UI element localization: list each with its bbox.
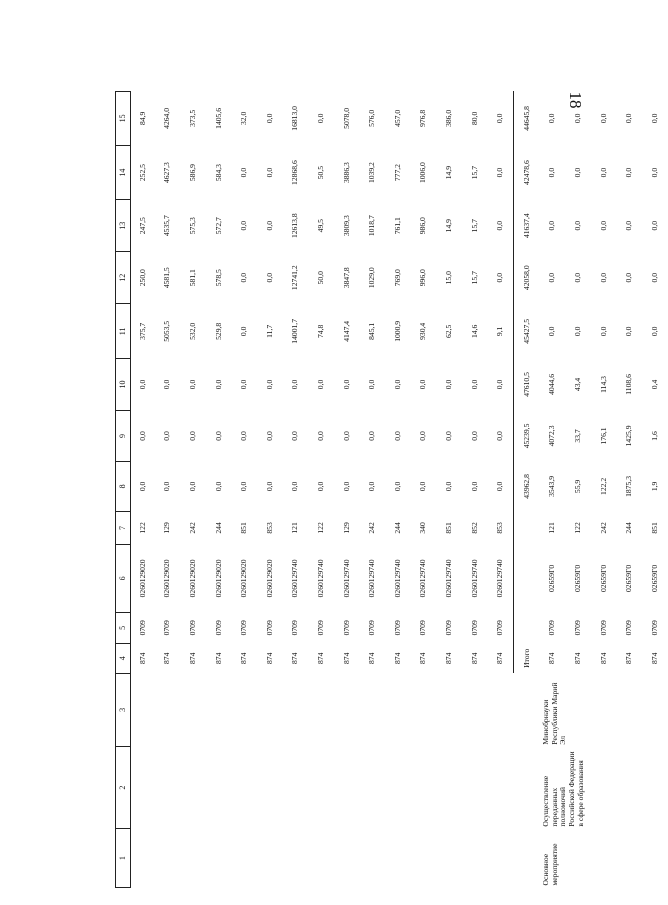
cell-c10: 4044,6	[547, 373, 557, 395]
cell-c13: 0,0	[495, 220, 505, 231]
cell-c8: 0,0	[264, 481, 274, 492]
cell-c15: 4264,0	[162, 107, 172, 129]
cell-c8: 1875,3	[624, 475, 634, 497]
cell-c9: 176,1	[598, 427, 608, 445]
cell-c10: 0,0	[290, 379, 300, 390]
cell-c11: 375,7	[137, 322, 147, 340]
cell-c6: 0260129740	[418, 559, 428, 598]
cell-c7: 851	[649, 522, 659, 534]
header-col-11: 11	[116, 304, 131, 359]
cell-c11: 5053,5	[162, 320, 172, 342]
cell-c13: 0,0	[264, 220, 274, 231]
cell-c14: 3886,3	[341, 162, 351, 184]
cell-c15: 373,5	[188, 109, 198, 127]
cell-c10: 0,4	[649, 379, 659, 390]
cell-c13: 247,5	[137, 217, 147, 235]
cell-c13: 0,0	[624, 220, 634, 231]
cell-c14: 0,0	[239, 167, 249, 178]
cell-c15: 457,0	[392, 109, 402, 127]
cell-c11: 45427,5	[514, 304, 540, 359]
cell-c14: 14,9	[443, 165, 453, 180]
cell-c12: 3847,8	[341, 267, 351, 289]
cell-c5: 0709	[213, 620, 223, 636]
cell-c6: 0260129740	[316, 559, 325, 598]
cell-c10: 43,4	[572, 377, 582, 392]
cell-c9: 1425,9	[624, 425, 634, 447]
cell-c11: 0,0	[598, 326, 608, 337]
cell-c6: 0260129740	[341, 559, 351, 598]
cell-c8: 0,0	[290, 481, 300, 492]
cell-c4: 874	[316, 652, 325, 664]
cell-c7: 122	[572, 522, 582, 534]
cell-c4: 874	[290, 652, 300, 664]
cell-c5: 0709	[188, 620, 198, 636]
cell-c6	[514, 545, 540, 612]
cell-c4: 874	[598, 652, 608, 664]
header-col-4: 4	[116, 644, 131, 673]
header-col-7: 7	[116, 511, 131, 545]
cell-c12: 996,0	[418, 269, 428, 287]
cell-c8: 0,0	[443, 481, 453, 492]
cell-c14: 0,0	[624, 167, 634, 178]
cell-c5: 0709	[495, 620, 505, 636]
cell-c7: 851	[239, 522, 249, 534]
cell-c9: 0,0	[469, 431, 479, 441]
table-body	[131, 92, 668, 888]
cell-c12: 769,0	[392, 269, 402, 287]
cell-c8: 0,0	[316, 481, 325, 492]
cell-c14: 0,0	[264, 167, 274, 178]
cell-c9: 33,7	[572, 429, 582, 443]
cell-c5: 0709	[264, 620, 274, 636]
cell-c8: 0,0	[495, 481, 505, 492]
cell-c13: 3809,3	[341, 215, 351, 237]
cell-c11: 532,0	[188, 322, 198, 340]
cell-c7: 129	[341, 522, 351, 534]
cell-c5: 0709	[316, 620, 325, 636]
cell-c8: 0,0	[239, 481, 249, 492]
cell-c6: 02659Г0	[624, 564, 634, 592]
cell-c10: 0,0	[392, 379, 402, 390]
cell-c15: 44645,8	[514, 92, 540, 146]
section-row	[540, 92, 566, 888]
cell-c11: 0,0	[547, 326, 557, 337]
cell-c11: 0,0	[649, 326, 659, 337]
cell-c11: 9,1	[495, 326, 505, 337]
cell-c12: 0,0	[264, 272, 274, 283]
cell-c15: 0,0	[316, 113, 325, 124]
cell-c14: 4627,3	[162, 162, 172, 184]
cell-c7: 853	[495, 522, 505, 534]
cell-c7: 244	[392, 522, 402, 534]
header-col-12: 12	[116, 251, 131, 304]
cell-c8: 43962,8	[514, 462, 540, 511]
cell-c9: 0,0	[316, 431, 325, 441]
cell-c10: 0,0	[341, 379, 351, 390]
cell-c14: 777,2	[392, 164, 402, 182]
cell-c15: 0,0	[572, 113, 582, 124]
cell-c8: 0,0	[213, 481, 223, 492]
cell-c4: 874	[213, 652, 223, 664]
cell-c5: 0709	[392, 620, 402, 636]
cell-c13: 1018,7	[367, 215, 377, 237]
cell-c15: 0,0	[624, 113, 634, 124]
cell-c10: 0,0	[443, 379, 453, 390]
cell-c7: 122	[316, 522, 325, 534]
cell-c12: 250,0	[137, 269, 147, 287]
cell-c15: 84,9	[137, 111, 147, 126]
cell-c6: 0260129020	[162, 559, 172, 598]
cell-c7: 851	[443, 522, 453, 534]
cell-c5: 0709	[443, 620, 453, 636]
cell-c6: 0260129020	[239, 559, 249, 598]
cell-c14: 42478,6	[514, 145, 540, 200]
cell-c14: 1006,0	[418, 162, 428, 184]
header-col-15: 15	[116, 92, 131, 146]
header-col-1: 1	[116, 829, 131, 888]
cell-c6: 0260129020	[264, 559, 274, 598]
cell-c15: 386,0	[443, 109, 453, 127]
cell-c8: 0,0	[418, 481, 428, 492]
header-col-5: 5	[116, 612, 131, 644]
cell-c11: 0,0	[239, 326, 249, 337]
cell-c8: 1,9	[649, 481, 659, 492]
cell-c8: 0,0	[137, 481, 147, 492]
cell-c5: 0709	[290, 620, 300, 636]
cell-c12: 0,0	[572, 272, 582, 283]
cell-c12: 15,0	[443, 271, 453, 285]
cell-c7: 244	[213, 522, 223, 534]
cell-c8: 0,0	[392, 481, 402, 492]
cell-c8: 55,9	[572, 479, 582, 494]
header-row	[116, 92, 131, 888]
cell-c12: 15,7	[469, 271, 479, 285]
cell-c9: 0,0	[392, 431, 402, 441]
cell-c11: 1000,9	[392, 320, 402, 342]
cell-c13: 12613,8	[290, 213, 300, 239]
cell-c8: 0,0	[367, 481, 377, 492]
cell-c10: 0,0	[418, 379, 428, 390]
cell-c5: 0709	[624, 620, 634, 636]
cell-c13: 15,7	[469, 219, 479, 233]
cell-c4: 874	[367, 652, 377, 664]
budget-table	[115, 91, 668, 888]
cell-c15: 0,0	[264, 113, 274, 124]
cell-c12: 0,0	[547, 272, 557, 283]
cell-c14: 50,5	[316, 165, 325, 180]
cell-c13: 0,0	[239, 220, 249, 231]
header-col-10: 10	[116, 359, 131, 411]
cell-c6: 0260129740	[290, 559, 300, 598]
cell-c9: 0,0	[495, 431, 505, 441]
budget-table-rotated	[115, 91, 659, 888]
cell-c14: 0,0	[649, 167, 659, 178]
cell-c13: 761,1	[392, 217, 402, 235]
cell-c7: 340	[418, 522, 428, 534]
cell-c15: 0,0	[598, 113, 608, 124]
cell-c13: 986,0	[418, 217, 428, 235]
cell-c10: 0,0	[188, 379, 198, 390]
cell-c10: 0,0	[264, 379, 274, 390]
cell-c12: 0,0	[649, 272, 659, 283]
cell-c7: 242	[598, 522, 608, 534]
cell-c10: 114,3	[598, 376, 608, 393]
cell-c12: 50,0	[316, 271, 325, 285]
cell-c15: 0,0	[495, 113, 505, 124]
cell-c6: 02659Г0	[649, 564, 659, 592]
cell-c12: 1029,0	[367, 267, 377, 289]
col2-blank	[131, 747, 540, 829]
cell-c6: 02659Г0	[547, 564, 557, 592]
cell-c15: 0,0	[547, 113, 557, 124]
cell-c7: 244	[624, 522, 634, 534]
cell-c11: 845,1	[367, 322, 377, 340]
cell-c5: 0709	[137, 620, 147, 636]
cell-c6: 0260129740	[469, 559, 479, 598]
cell-c9: 1,6	[649, 431, 659, 441]
cell-c12: 42058,0	[514, 251, 540, 304]
cell-c14: 586,9	[188, 164, 198, 182]
cell-c4: 874	[341, 652, 351, 664]
cell-c15: 1405,6	[213, 107, 223, 129]
cell-c5: 0709	[162, 620, 172, 636]
cell-c14: 584,3	[213, 164, 223, 182]
cell-c8: 0,0	[162, 481, 172, 492]
cell-c7: 129	[162, 522, 172, 534]
cell-c14: 12868,6	[290, 160, 300, 185]
cell-c6: 02659Г0	[598, 564, 608, 592]
cell-c7: 121	[290, 522, 300, 534]
cell-c14: 1039,2	[367, 162, 377, 184]
cell-c14: 0,0	[598, 167, 608, 178]
cell-c4: 874	[162, 652, 172, 664]
cell-c10: 1108,6	[624, 374, 634, 395]
cell-c9: 0,0	[239, 431, 249, 441]
header-col-6: 6	[116, 545, 131, 612]
cell-c15: 576,0	[367, 109, 377, 127]
section-type: Основное мероприятие	[540, 843, 559, 886]
cell-c8: 0,0	[469, 481, 479, 492]
cell-c8: 122,2	[598, 477, 608, 495]
cell-c5: 0709	[649, 620, 659, 636]
cell-c10: 0,0	[367, 379, 377, 390]
cell-c13: 0,0	[572, 220, 582, 231]
cell-c10: 47610,5	[514, 359, 540, 411]
header-col-14: 14	[116, 145, 131, 200]
cell-c12: 0,0	[239, 272, 249, 283]
cell-c15: 32,0	[239, 111, 249, 126]
cell-c14: 0,0	[547, 167, 557, 178]
cell-c11: 11,7	[264, 324, 274, 338]
cell-c6: 0260129740	[443, 559, 453, 598]
cell-c13: 0,0	[649, 220, 659, 231]
cell-c6: 0260129020	[188, 559, 198, 598]
cell-c9: 0,0	[188, 431, 198, 441]
cell-c5: 0709	[469, 620, 479, 636]
cell-c4: 874	[239, 652, 249, 664]
cell-c9: 0,0	[341, 431, 351, 441]
cell-c5: 0709	[239, 620, 249, 636]
cell-c13: 4535,7	[162, 215, 172, 237]
cell-c6: 02659Г0	[572, 564, 582, 592]
cell-c14: 0,0	[572, 167, 582, 178]
header-col-3: 3	[116, 673, 131, 747]
cell-c4: 874	[137, 652, 147, 664]
cell-c6: 0260129020	[137, 559, 147, 598]
cell-c9: 0,0	[443, 431, 453, 441]
cell-c6: 0260129740	[367, 559, 377, 598]
col1-blank	[131, 829, 540, 888]
cell-c11: 0,0	[624, 326, 634, 337]
cell-c12: 4581,5	[162, 267, 172, 289]
cell-c12: 578,5	[213, 269, 223, 287]
cell-c11: 14001,7	[290, 319, 300, 344]
cell-c7: 122	[137, 522, 147, 534]
cell-c9: 0,0	[264, 431, 274, 441]
cell-c13: 0,0	[598, 220, 608, 231]
cell-c9: 0,0	[290, 431, 300, 441]
cell-c4: 874	[572, 652, 582, 664]
cell-c6: 0260129740	[392, 559, 402, 598]
cell-c9: 0,0	[418, 431, 428, 441]
cell-c12: 12741,2	[290, 265, 300, 291]
cell-c7: 242	[367, 522, 377, 534]
cell-c6: 0260129020	[213, 559, 223, 598]
cell-c4: 874	[443, 652, 453, 664]
cell-c9: 45239,5	[514, 410, 540, 462]
section-name: Осуществление переданных полномочий Российской Федерации в сфере образования	[540, 751, 585, 827]
cell-c10: 0,0	[162, 379, 172, 390]
cell-c7: 121	[547, 522, 557, 534]
cell-c14: 252,5	[137, 164, 147, 182]
cell-c4: 874	[624, 652, 634, 664]
cell-c5: 0709	[418, 620, 428, 636]
cell-c10: 0,0	[469, 379, 479, 390]
cell-c11: 74,8	[316, 324, 325, 338]
cell-c5: 0709	[572, 620, 582, 636]
cell-c15: 0,0	[649, 113, 659, 124]
cell-c4: 874	[188, 652, 198, 664]
cell-c7: 852	[469, 522, 479, 534]
cell-c4: 874	[392, 652, 402, 664]
cell-c5: 0709	[547, 620, 557, 636]
cell-c4: 874	[547, 652, 557, 664]
header-col-2: 2	[116, 747, 131, 829]
cell-c4: 874	[649, 652, 659, 664]
cell-c5: 0709	[341, 620, 351, 636]
cell-c15: 5078,0	[341, 107, 351, 129]
cell-c12: 0,0	[624, 272, 634, 283]
cell-c4: 874	[469, 652, 479, 664]
cell-c10: 0,0	[495, 379, 505, 390]
cell-c13: 49,5	[316, 219, 325, 233]
cell-c14: 15,7	[469, 165, 479, 180]
cell-c11: 14,6	[469, 324, 479, 338]
col3-blank	[131, 673, 540, 747]
cell-c8: 0,0	[188, 481, 198, 492]
cell-c15: 976,8	[418, 109, 428, 127]
cell-c10: 0,0	[213, 379, 223, 390]
cell-c11: 4147,4	[341, 320, 351, 342]
cell-c8: 0,0	[341, 481, 351, 492]
cell-c11: 529,8	[213, 322, 223, 340]
header-col-8: 8	[116, 462, 131, 511]
cell-c15: 80,0	[469, 111, 479, 126]
cell-c15: 16813,0	[290, 106, 300, 131]
cell-c5	[514, 612, 540, 644]
cell-c9: 0,0	[213, 431, 223, 441]
section-executor: Минобрнауки Республики Марий Эл	[540, 682, 568, 745]
cell-c10: 0,0	[239, 379, 249, 390]
cell-c13: 0,0	[547, 220, 557, 231]
cell-c4: Итого	[514, 644, 540, 673]
cell-c11: 0,0	[572, 326, 582, 337]
cell-c6: 0260129740	[495, 559, 505, 598]
cell-c12: 581,1	[188, 269, 198, 287]
cell-c10: 0,0	[316, 379, 325, 390]
cell-c13: 14,9	[443, 219, 453, 233]
cell-c4: 874	[495, 652, 505, 664]
page-number: 18	[566, 91, 585, 109]
cell-c13: 41637,4	[514, 200, 540, 252]
cell-c9: 0,0	[162, 431, 172, 441]
cell-c4: 874	[418, 652, 428, 664]
cell-c9: 4072,3	[547, 425, 557, 447]
cell-c14: 0,0	[495, 167, 505, 178]
cell-c11: 62,5	[443, 324, 453, 338]
cell-c7	[514, 511, 540, 545]
cell-c8: 3543,9	[547, 475, 557, 497]
cell-c13: 575,3	[188, 217, 198, 235]
cell-c7: 242	[188, 522, 198, 534]
cell-c13: 572,7	[213, 217, 223, 235]
cell-c5: 0709	[598, 620, 608, 636]
cell-c12: 0,0	[598, 272, 608, 283]
cell-c12: 0,0	[495, 272, 505, 283]
header-col-13: 13	[116, 200, 131, 252]
cell-c7: 853	[264, 522, 274, 534]
header-col-9: 9	[116, 410, 131, 462]
cell-c9: 0,0	[137, 431, 147, 441]
cell-c5: 0709	[367, 620, 377, 636]
cell-c9: 0,0	[367, 431, 377, 441]
cell-c10: 0,0	[137, 379, 147, 390]
cell-c4: 874	[264, 652, 274, 664]
cell-c11: 930,4	[418, 322, 428, 340]
table-row	[131, 92, 156, 888]
